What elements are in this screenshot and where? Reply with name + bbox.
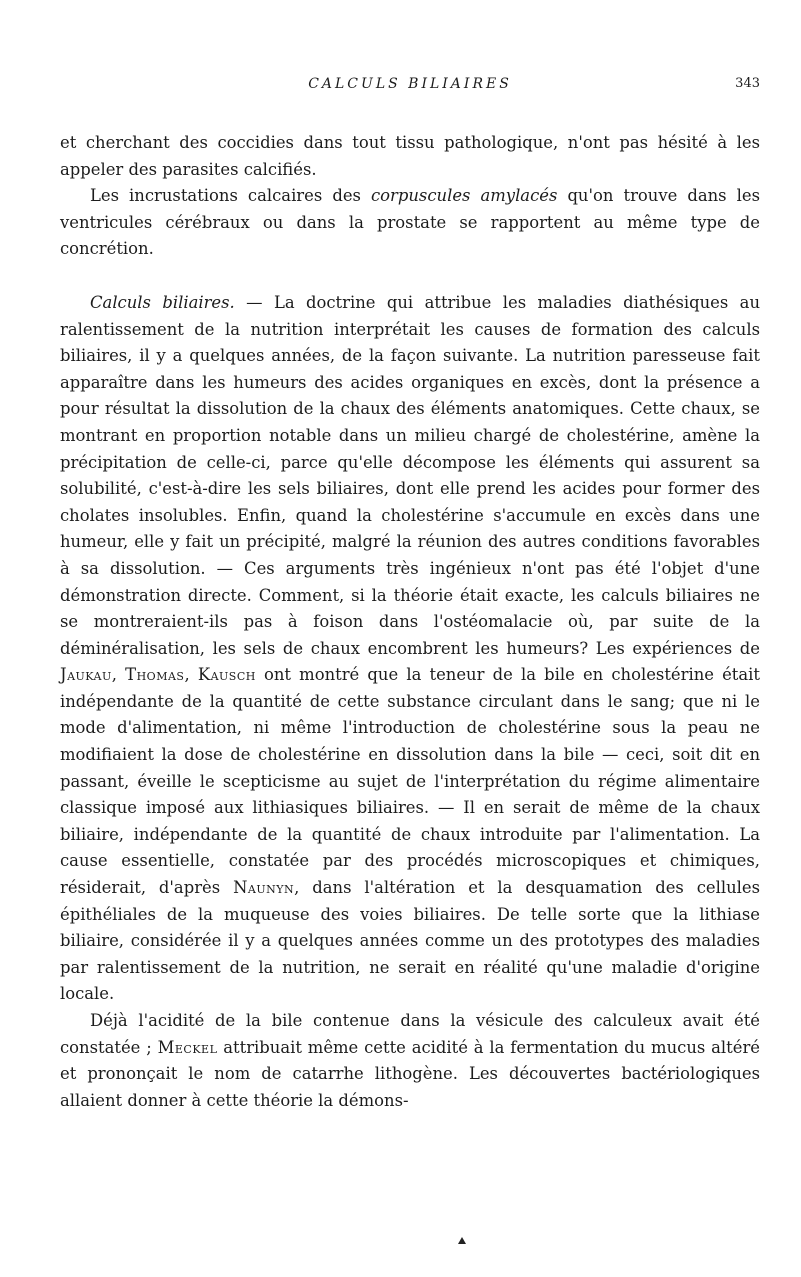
paragraph-1-text: et cherchant des coccidies dans tout tissu pathologique, n'ont pas hésité à les appeler des parasites calcifiés. [60,133,760,179]
paragraph-4-text-a: Déjà l'acidité de la bile contenue dans la vésicule des calculeux avait été constatée ; [60,1011,760,1057]
author-name: Naunyn [233,878,295,898]
author-name: Thomas [125,665,185,685]
paragraph-2 [60,183,760,263]
body-text [60,130,760,1114]
paragraph-4 [60,1008,760,1114]
paragraph-3-text-b: ont montré que la teneur de la bile en cholestérine était indépendante de la quantité de cette substance circulant dans le sang; que ni le mode d'alimentation, ni même l'introduction de cholestérine sous la peau ne modifiaient la dose de cholestérine en dissolution dans la bile — ceci, soit dit en passant, éveille le scepticisme au sujet de l'interprétation du régime alimentaire classique imposé aux lithiasiques biliaires. — Il en serait de même de la chaux biliaire, indépendante de la quantité de chaux introduite par l'alimentation. La cause essentielle, constatée par des procédés microscopiques et chimiques, résiderait, d'après [60,665,760,898]
author-name: Meckel [157,1037,218,1057]
corpuscules-amylaces-term: corpuscules amylacés [371,186,558,206]
paragraph-1 [60,130,760,183]
paragraph-3-text-c: , dans l'altération et la desquamation des cellules épithéliales de la muqueuse des voies biliaires. De telle sorte que la lithiase biliaire, considérée il y a quelques années comme un des prototypes des maladies par ralentissement de la nutrition, ne serait en réalité qu'une maladie d'origine locale. [60,878,761,1004]
signature-mark-icon [458,1237,466,1244]
running-title: CALCULS BILIAIRES [308,76,512,92]
paragraph-3-text-a: — La doctrine qui attribue les maladies diathésiques au ralentissement de la nutrition interprétait les causes de formation des calculs biliaires, il y a quelques années, de la façon suivante. La nutrition paresseuse fait apparaître dans les humeurs des acides organiques en excès, dont la présence a pour résultat la dissolution de la chaux des éléments anatomiques. Cette chaux, se montrant en proportion notable dans un milieu chargé de cholestérine, amène la précipitation de celle-ci, parce qu'elle décompose les éléments qui assurent sa solubilité, c'est-à-dire les sels biliaires, dont elle prend les acides pour former des cholates insolubles. Enfin, quand la cholestérine s'accumule en excès dans une humeur, elle y fait un précipité, malgré la réunion des autres conditions favorables à sa dissolution. — Ces arguments très ingénieux n'ont pas été l'objet d'une démonstration directe. Comment, si la théorie était exacte, les calculs biliaires ne se montreraient-ils pas à foison dans l'ostéomalacie où, par suite de la déminéralisation, les sels de chaux encombrent les humeurs? Les expériences de [60,292,760,658]
paragraph-3 [60,290,760,1008]
author-name: Jaukau [60,665,112,685]
separator: , [184,665,198,685]
paragraph-2-text-b: qu'on trouve dans les ventricules cérébraux ou dans la prostate se rapportent au même type de concrétion. [60,186,760,259]
author-name: Kausch [197,665,256,685]
page-number: 343 [735,76,760,91]
running-head [60,76,760,100]
separator: , [111,665,126,685]
paragraph-2-text-a: Les incrustations calcaires des [90,186,371,206]
paragraph-4-text-b: attribuait même cette acidité à la fermentation du mucus altéré et prononçait le nom de catarrhe lithogène. Les découvertes bactériologiques allaient donner à cette théorie la démons- [60,1037,760,1110]
section-heading: Calculs biliaires. [90,292,235,312]
